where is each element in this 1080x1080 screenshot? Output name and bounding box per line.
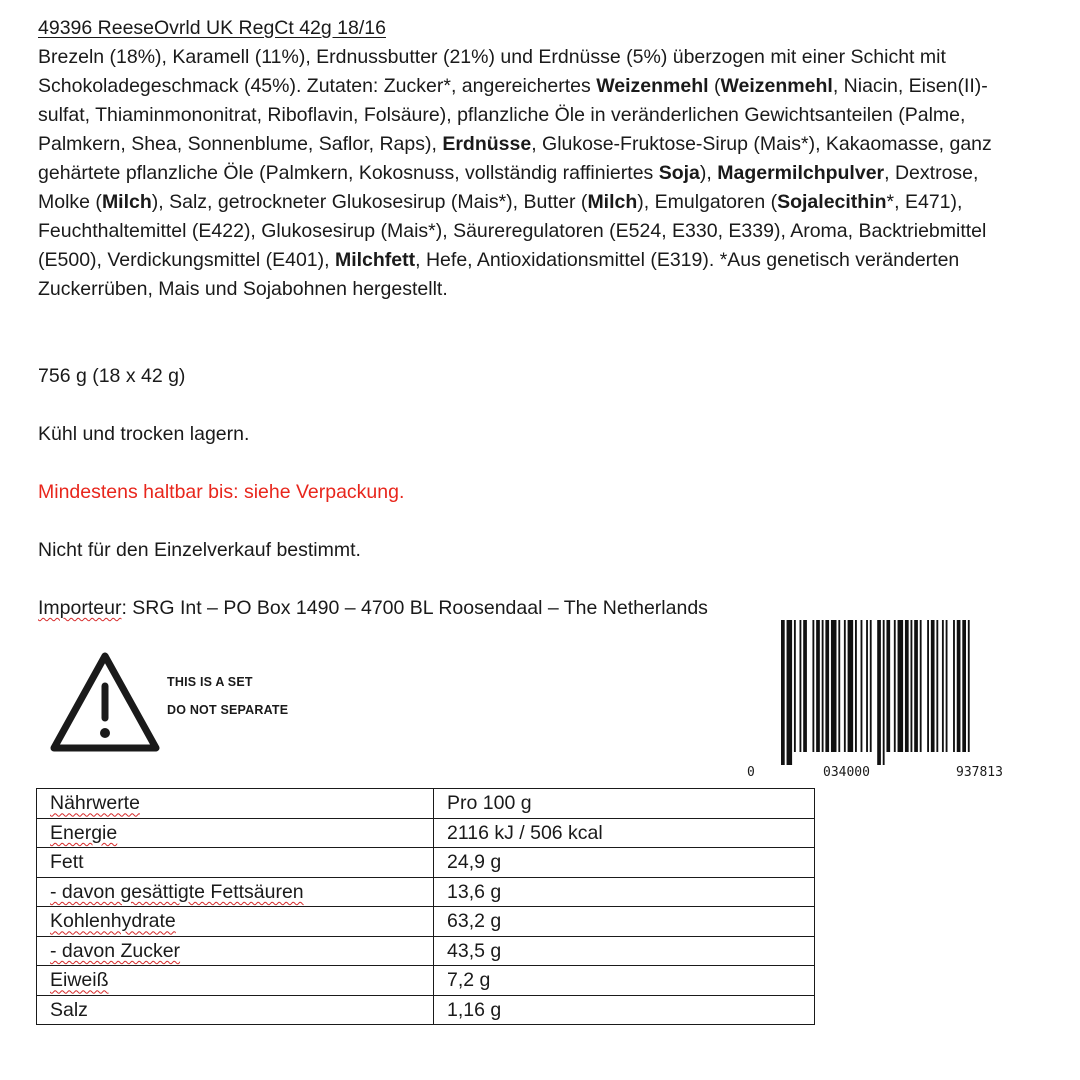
barcode-bar [870,620,872,752]
allergen-bold: Soja [658,162,700,184]
net-weight: 756 g (18 x 42 g) [38,365,186,387]
allergen-bold: Weizenmehl [596,75,709,97]
barcode-bar [844,620,846,752]
barcode-bar [877,620,881,765]
nutrient-label: Salz [50,998,88,1021]
importer-line [38,594,708,623]
barcode-bar [822,620,824,752]
ingredients-text: , Hefe, Antioxidationsmittel (E319). *Aus genetisch veränderten Zuckerrüben, Mais und Sojabohnen hergestellt. [38,249,960,300]
allergen-bold: Magermilchpulver [717,162,885,184]
warning-triangle-icon [48,650,162,756]
nutrition-row [37,907,815,937]
nutrient-amount: 13,6 g [447,880,502,903]
barcode-bar [794,620,796,752]
barcode [779,620,1051,765]
barcode-bar [781,620,785,765]
barcode-bar [855,620,857,752]
barcode-bar [905,620,909,752]
importer-label: Importeur [38,597,122,619]
ingredients-text: *, E471), Feuchthaltemittel (E422), Glukosesirup (Mais*), Säureregulatoren (E524, E330, E339), Aroma, Backtriebmittel (E500), Verdickungsmittel (E401), [38,191,987,271]
nutrition-row [37,848,815,878]
nutrient-value [434,789,815,819]
nutrition-row [37,877,815,907]
ingredients-text: ), Emulgatoren ( [637,191,778,213]
nutrient-value [434,848,815,878]
barcode-bar [812,620,814,752]
ingredients-text: ( [708,75,721,97]
ingredients-text: , Glukose-Fruktose-Sirup (Mais*), Kakaomasse, ganz gehärtete pflanzliche Öle (Palmkern, Kokosnuss, vollständig raffiniertes [38,133,992,184]
nutrient-amount: 43,5 g [447,939,502,962]
nutrient-amount: 1,16 g [447,998,502,1021]
barcode-bar [962,620,966,752]
barcode-bar [848,620,854,752]
nutrient-name [37,818,434,848]
nutrient-label: - davon gesättigte Fettsäuren [50,880,304,903]
nutrient-label: Fett [50,851,84,874]
nutrient-value [434,936,815,966]
allergen-bold: Milch [587,191,638,213]
allergen-bold: Erdnüsse [442,133,532,155]
nutrient-name [37,848,434,878]
barcode-bar [800,620,802,752]
barcode-bar [831,620,837,752]
allergen-bold: Milchfett [334,249,416,271]
barcode-bar [838,620,840,752]
barcode-bar [911,620,913,752]
nutrient-value [434,966,815,996]
ingredients-text: ), [699,162,718,184]
barcode-bar [866,620,868,752]
nutrient-value [434,907,815,937]
ingredients-text: , Dextrose, Molke ( [38,162,979,213]
barcode-bar [883,620,885,765]
barcode-bar [825,620,829,752]
allergen-bold: Sojalecithin [777,191,887,213]
nutrient-value [434,877,815,907]
barcode-bar [861,620,863,752]
nutrient-label: Energie [50,821,118,844]
ingredients-paragraph [38,43,1028,304]
nutrient-amount: 24,9 g [447,851,502,874]
barcode-bar [946,620,948,752]
barcode-bar [803,620,807,752]
barcode-bar [936,620,938,752]
barcode-bar [953,620,955,752]
barcode-bar [957,620,961,752]
barcode-bar [942,620,944,752]
nutrient-label: Kohlenhydrate [50,910,176,933]
allergen-bold: Weizenmehl [720,75,833,97]
barcode-bar [927,620,929,752]
ingredients-text: ), Salz, getrockneter Glukosesirup (Mais*), Butter ( [151,191,588,213]
nutrient-name [37,995,434,1025]
barcode-bar [914,620,918,752]
nutrition-header-row [37,789,815,819]
set-warning-line-2: DO NOT SEPARATE [167,703,289,717]
nutrient-name [37,907,434,937]
nutrient-label: Eiweiß [50,969,109,992]
nutrient-name [37,877,434,907]
nutrient-label: - davon Zucker [50,939,181,962]
barcode-bar [886,620,890,752]
barcode-bar [898,620,904,752]
nutrition-row [37,818,815,848]
nutrient-amount: 2116 kJ / 506 kcal [447,821,603,844]
nutrient-name [37,789,434,819]
barcode-bar [787,620,793,765]
barcode-bar [816,620,820,752]
barcode-bar [894,620,896,752]
barcode-digit-left: 0 [747,765,755,780]
barcode-group-left: 034000 [823,765,870,780]
set-warning-line-1: THIS IS A SET [167,675,253,689]
barcode-group-right: 937813 [956,765,1003,780]
nutrition-row [37,966,815,996]
document-title: 49396 ReeseOvrld UK RegCt 42g 18/16 [38,17,386,39]
nutrient-amount: Pro 100 g [447,792,532,815]
ingredients-text: , Niacin, Eisen(II)-sulfat, Thiaminmononitrat, Riboflavin, Folsäure), pflanzliche Öle in veränderlichen Gewichtsanteilen (Palme, Palmkern, Shea, Sonnenblume, Saflor, Raps), [38,75,988,155]
barcode-bar [968,620,970,752]
nutrient-amount: 7,2 g [447,969,491,992]
set-warning-text [167,668,288,724]
allergen-bold: Milch [101,191,152,213]
barcode-bar [931,620,935,752]
ingredients-text: Brezeln (18%), Karamell (11%), Erdnussbutter (21%) und Erdnüsse (5%) überzogen mit einer Schicht mit Schokoladegeschmack (45%). Zutaten: Zucker*, angereichertes [38,46,946,97]
nutrient-amount: 63,2 g [447,910,502,933]
importer-address: : SRG Int – PO Box 1490 – 4700 BL Roosendaal – The Netherlands [121,597,708,619]
nutrient-value [434,818,815,848]
nutrient-value [434,995,815,1025]
nutrient-name [37,936,434,966]
barcode-bar [920,620,922,752]
storage-instructions: Kühl und trocken lagern. [38,423,250,445]
nutrition-table [36,788,815,1025]
nutrient-name [37,966,434,996]
nutrition-row [37,936,815,966]
nutrient-label: Nährwerte [50,792,140,815]
nutrition-row [37,995,815,1025]
best-before-note: Mindestens haltbar bis: siehe Verpackung. [38,481,405,503]
not-for-retail-note: Nicht für den Einzelverkauf bestimmt. [38,539,361,561]
